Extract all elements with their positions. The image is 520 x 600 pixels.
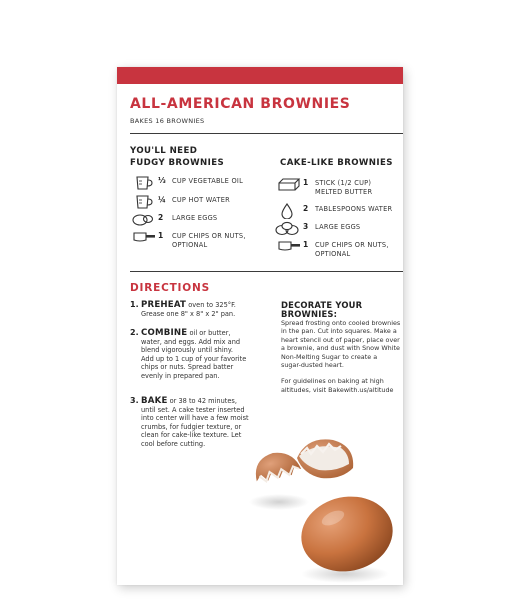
decorate-line: heart stencil out of paper, place over	[281, 335, 400, 344]
ingredient-qty: 2	[158, 213, 164, 222]
step-number: 3.	[130, 396, 139, 405]
step-keyword: BAKE	[141, 396, 168, 406]
butter-stick-icon	[277, 177, 301, 191]
step-number: 1.	[130, 300, 139, 309]
ingredient-text: CUP VEGETABLE OIL	[172, 177, 243, 185]
divider	[130, 271, 403, 272]
ingredient-text	[172, 232, 246, 250]
ingredient-line: OPTIONAL	[172, 241, 208, 249]
ingredient-qty: 1	[303, 178, 309, 187]
measuring-cup-icon	[134, 194, 154, 210]
decorate-section	[281, 301, 401, 394]
step-line: until set. A cake tester inserted	[141, 405, 245, 414]
ingredient-qty: 1	[158, 231, 164, 240]
recipe-title: ALL-AMERICAN BROWNIES	[130, 96, 351, 112]
step-line	[141, 301, 275, 310]
ingredient-qty: 3	[303, 222, 309, 231]
step-text: oil or butter,	[187, 329, 231, 337]
ingredient-line: CUP CHIPS OR NUTS,	[315, 241, 389, 249]
divider	[130, 133, 403, 134]
altitude-line: altitudes, visit Bakewith.us/altitude	[281, 385, 394, 394]
top-color-band	[117, 67, 403, 84]
step-text: or 38 to 42 minutes,	[167, 397, 237, 405]
ingredient-qty: ⅓	[158, 176, 166, 185]
ingredient-line: OPTIONAL	[315, 250, 351, 258]
step-line: Add up to 1 cup of your favorite	[141, 354, 247, 363]
step-text: oven to 325°F.	[186, 301, 236, 309]
ingredient-text: CUP HOT WATER	[172, 196, 230, 204]
yield-text: BAKES 16 BROWNIES	[130, 117, 205, 125]
ingredient-text: TABLESPOONS WATER	[315, 205, 393, 213]
ingredient-text	[315, 179, 372, 197]
ingredient-qty: 1	[303, 240, 309, 249]
decorate-heading: BROWNIES:	[281, 309, 338, 319]
step-line: blend vigorously until shiny.	[141, 346, 233, 355]
ingredient-line: CUP CHIPS OR NUTS,	[172, 232, 246, 240]
step-line: chips or nuts. Spread batter	[141, 363, 234, 372]
eggs-illustration	[237, 422, 403, 585]
step-body	[141, 301, 275, 318]
direction-step	[130, 301, 270, 321]
decorate-line: sugar-dusted heart.	[281, 361, 344, 370]
brownie-box-back-panel	[117, 67, 403, 585]
decorate-line: a brownie, and dust with Snow White	[281, 344, 400, 353]
you-need-heading: YOU'LL NEED	[130, 146, 198, 156]
ingredient-line: STICK (1/2 CUP)	[315, 179, 372, 187]
step-line	[141, 397, 275, 406]
ingredient-line: MELTED BUTTER	[315, 188, 373, 196]
measuring-scoop-icon	[277, 239, 301, 253]
step-line	[141, 329, 275, 338]
step-line: cool before cutting.	[141, 439, 206, 448]
step-line: evenly in prepared pan.	[141, 371, 220, 380]
decorate-heading: DECORATE YOUR	[281, 300, 363, 310]
step-keyword: PREHEAT	[141, 300, 187, 310]
step-number: 2.	[130, 328, 139, 337]
step-line: water, and eggs. Add mix and	[141, 337, 241, 346]
fudgy-heading: FUDGY BROWNIES	[130, 158, 225, 168]
eggs-icon	[132, 212, 154, 228]
ingredient-text: LARGE EGGS	[172, 214, 218, 222]
step-line: into center will have a few moist	[141, 414, 249, 423]
step-line: Grease one 8" x 8" x 2" pan.	[141, 309, 236, 318]
measuring-cup-icon	[134, 175, 154, 191]
measuring-scoop-icon	[132, 230, 156, 244]
ingredient-text: LARGE EGGS	[315, 223, 361, 231]
step-keyword: COMBINE	[141, 328, 188, 338]
eggs-icon	[275, 221, 299, 237]
ingredient-text	[315, 241, 389, 259]
ingredient-qty: 2	[303, 204, 309, 213]
directions-heading: DIRECTIONS	[130, 282, 210, 294]
step-body	[141, 329, 275, 381]
ingredient-qty: ¼	[158, 195, 166, 204]
decorate-line: Spread frosting onto cooled brownies	[281, 319, 401, 327]
step-line: crumbs, for fudgier texture, or	[141, 422, 242, 431]
altitude-line: For guidelines on baking at high	[281, 377, 384, 386]
water-drop-icon	[280, 203, 294, 219]
decorate-line: in the pan. Cut into squares. Make a	[281, 327, 397, 336]
cakelike-heading: CAKE-LIKE BROWNIES	[280, 158, 393, 168]
direction-step	[130, 329, 270, 385]
decorate-line: Non-Melting Sugar to create a	[281, 352, 378, 361]
step-line: clean for cake-like texture. Let	[141, 431, 242, 440]
